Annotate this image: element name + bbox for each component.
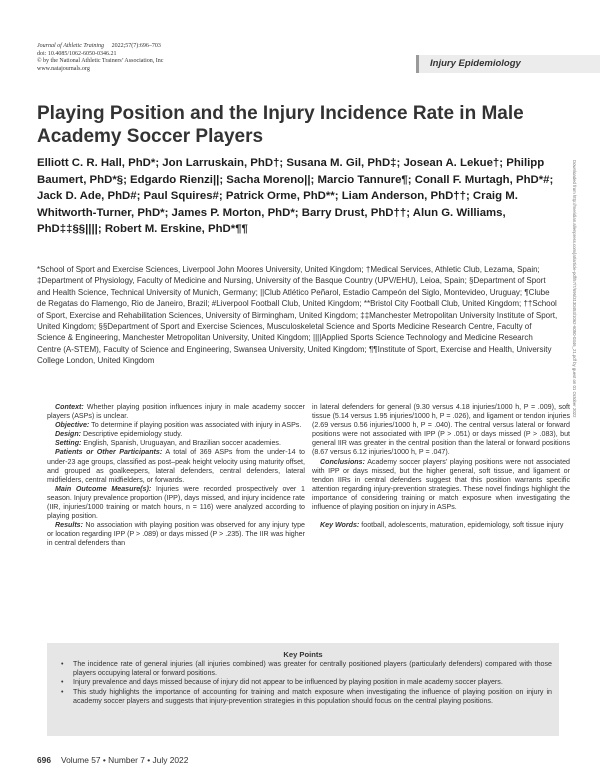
abstract-setting: Setting: English, Spanish, Uruguayan, and Brazilian soccer academies. — [55, 439, 281, 448]
journal-copyright: © by the National Athletic Trainers’ Association, Inc — [37, 58, 164, 65]
key-point-item: • Injury prevalence and days missed because of injury did not appear to be influenced by playing position in male academy soccer players. — [61, 678, 503, 687]
issue-info: Volume 57 • Number 7 • July 2022 — [60, 755, 189, 765]
key-points-box — [47, 643, 559, 736]
journal-doi[interactable]: doi: 10.4085/1062-6050-0346.21 — [37, 50, 117, 57]
section-label: Injury Epidemiology — [430, 58, 521, 69]
abstract-keywords: Key Words: football, adolescents, maturation, epidemiology, soft tissue injury — [320, 521, 564, 530]
abstract-design: Design: Descriptive epidemiology study. — [55, 430, 183, 439]
journal-meta — [37, 43, 163, 73]
journal-citation-line — [37, 43, 163, 51]
key-point-item: • The incidence rate of general injuries (all injuries combined) was greater for centrally positioned players (particularly defenders) compared with those players occupying lateral or forward positions. — [61, 660, 552, 678]
bullet-icon: • — [61, 660, 64, 668]
key-points-list — [60, 660, 552, 706]
abstract-patients: Patients or Other Participants: A total of 369 ASPs from the under-14 to under-23 age groups, classified as post–peak height velocity using maturity offset, and grouped as goalkeepers, lateral defenders, central defenders, lateral midfielders, central midfielders, or forwards. — [47, 448, 305, 484]
bullet-icon: • — [61, 678, 64, 687]
abstract-outcome: Main Outcome Measure(s): Injuries were recorded prospectively over 1 season. Injury prevalence proportion (IPP), days missed, and injury incidence rate (IIR, injuries/1000 training or match hours, n = 116) were analyzed according to playing position. — [47, 484, 305, 521]
journal-name: Journal of Athletic Training — [37, 43, 105, 49]
key-points-title: Key Points — [283, 650, 323, 659]
article-title: Playing Position and the Injury Incidence Rate in Male Academy Soccer Players — [37, 103, 524, 147]
page-number: 696 — [37, 755, 51, 765]
journal-citation: 2022;57(7):696–703 — [111, 43, 161, 49]
download-note-text: Downloaded from http://meridian.allenpress.com/jat/article-pdf/57/7/696/3130453/1062-6050-0346_21.pdf by guest on 01 October 2022 — [572, 160, 577, 418]
abstract-right-column — [312, 403, 570, 530]
journal-website[interactable]: www.natajournals.org — [37, 65, 90, 72]
abstract-results: Results: No association with playing position was observed for any injury type or location regarding IPP (P > .089) or days missed (P > .235). The IIR was higher in central defenders than — [47, 521, 305, 548]
page-footer — [37, 755, 188, 765]
author-list: Elliott C. R. Hall, PhD*; Jon Larruskain, PhD†; Susana M. Gil, PhD‡; Josean A. Lekue†; Philipp Baumert, PhD*§; Edgardo Rienzi||; Sacha Moreno||; Marcio Tannure¶; Conall F. Murtagh, PhD*#; Jack D. Ade, PhD#; Paul Squires#; Patrick Orme, PhD**; Liam Anderson, PhD††; Craig M. Whitworth-Turner, PhD*; James P. Morton, PhD*; Barry Drust, PhD††; Alun G. Williams, PhD‡‡§§||||; Robert M. Erskine, PhD*¶¶ — [37, 157, 554, 235]
abstract-objective: Objective: To determine if playing position was associated with injury in ASPs. — [55, 421, 302, 430]
section-label-tab — [416, 55, 600, 73]
download-note — [572, 160, 582, 600]
abstract-results-continued: in lateral defenders for general (9.30 versus 4.18 injuries/1000 h, P = .009), soft tissue (5.14 versus 1.95 injuries/1000 h, P = .026), and ligament or tendon injuries (2.69 versus 0.56 injuries/1000 h, P = .040). The central versus lateral or forward positions were not associated with IPP (P > .051) or days missed (P > .083), but general IIR was greater in the central position than the lateral or forward positions (8.67 versus 6.12 injuries/1000 h, P = .047). — [312, 403, 570, 457]
affiliations: *School of Sport and Exercise Sciences, Liverpool John Moores University, United Kingdom; †Medical Services, Athletic Club, Lezama, Spain; ‡Department of Physiology, Faculty of Medicine and Nursing, University of the Basque Country (UPV/EHU), Leioa, Spain; §Department of Sport and Health Science, Technical University of Munich, Germany; ||Club Atlético Peñarol, Estadio Campeón del Siglo, Montevideo, Uruguay; ¶Clube de Regatas do Flamengo, Rio de Janeiro, Brazil; #Liverpool Football Club, United Kingdom; **Bristol City Football Club, United Kingdom; ††School of Sport, Exercise and Rehabilitation Sciences, University of Birmingham, United Kingdom; ‡‡Manchester Metropolitan University Institute of Sport, United Kingdom; §§Department of Sport and Exercise Sciences, Musculoskeletal Science and Sports Medicine Research Centre, Faculty of Science & Engineering, Manchester Metropolitan University, United Kingdom; ||||Applied Sports Science Technology and Medicine Research Centre (A-STEM), Faculty of Science and Engineering, Swansea University, United Kingdom; ¶¶Institute of Sport, Exercise and Health, University College London, United Kingdom — [37, 265, 558, 366]
abstract-context: Context: Whether playing position influences injury in male academy soccer players (ASPs) is unclear. — [47, 403, 305, 421]
bullet-icon: • — [61, 687, 64, 696]
abstract-left-column — [47, 403, 305, 549]
abstract-conclusions: Conclusions: Academy soccer players’ playing positions were not associated with IPP or days missed, but the higher general, soft tissue, and ligament or tendon IIRs in central defenders suggest that this position warrants specific attention regarding injury-prevention strategies. These novel findings highlight the importance of considering training or match exposure when investigating the influence of playing position on injury in ASPs. — [312, 457, 570, 512]
key-point-item: • This study highlights the importance of accounting for training and match exposure when investigating the influence of playing position on injury in academy soccer players and suggests that injury-prevention strategies in this population should focus on the central playing positions. — [61, 687, 552, 705]
